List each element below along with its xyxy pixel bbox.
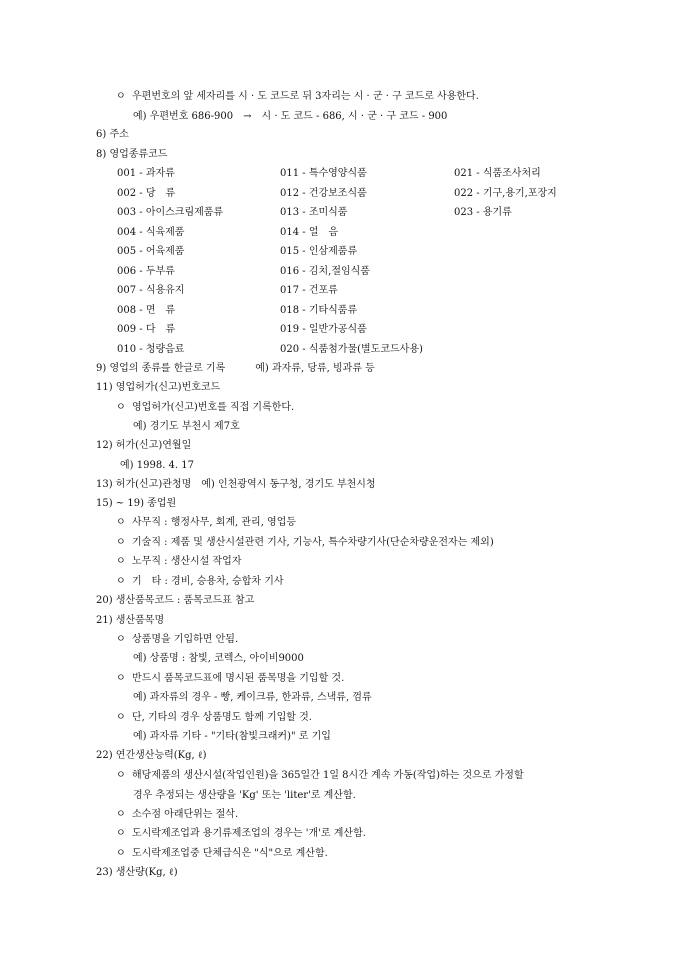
bullet-icon: ㅇ	[116, 828, 126, 839]
section-11-example: 예) 경기도 부천시 제7호	[133, 421, 240, 432]
business-code-item: 015 - 인삼제품류	[280, 246, 358, 257]
bullet-icon: ㅇ	[116, 556, 126, 567]
bullet-icon: ㅇ	[116, 517, 126, 528]
zip-code-example: 예) 우편번호 686-900 → 시 · 도 코드 - 686, 시 · 군 · 구 코드 - 900	[133, 111, 448, 122]
section-22-bullet-3-text: 도시락제조업과 용기류제조업의 경우는 '개'로 계산함.	[132, 828, 366, 839]
zip-code-rule: 우편번호의 앞 세자리를 시 · 도 코드로 뒤 3자리는 시 · 군 · 구 코드로 사용한다.	[132, 91, 479, 102]
section-22-bullet-2-text: 소수점 아래단위는 절삭.	[132, 809, 239, 820]
employee-item-text: 노무직 : 생산시설 작업자	[132, 556, 242, 567]
employee-item	[116, 516, 296, 529]
business-code-item: 010 - 청량음료	[117, 343, 185, 355]
section-21-example-2: 예) 과자류의 경우 - 빵, 케이크류, 한과류, 스낵류, 껌류	[133, 692, 372, 703]
bullet-icon: ㅇ	[116, 91, 126, 102]
section-22-bullet-4-text: 도시락제조업중 단체급식은 "식"으로 계산함.	[132, 848, 328, 859]
section-22-bullet-1	[116, 769, 524, 782]
employee-item	[116, 536, 494, 549]
employee-item	[116, 555, 242, 568]
business-code-item: 003 - 아이스크림제품류	[117, 207, 224, 218]
business-code-item: 011 - 특수영양식품	[280, 168, 367, 179]
bullet-icon: ㅇ	[116, 848, 126, 859]
bullet-icon: ㅇ	[116, 402, 126, 413]
employee-item-text: 기 타 : 경비, 승용차, 승합차 기사	[132, 575, 284, 587]
employee-item	[116, 575, 284, 588]
section-21-bullet-2	[116, 672, 344, 685]
section-20-text: 20) 생산품목코드 : 품목코드표 참고	[96, 595, 255, 606]
business-code-item: 005 - 어육제품	[117, 246, 185, 257]
section-22-heading: 22) 연간생산능력(Kg, ℓ)	[96, 750, 207, 761]
section-22-bullet-1-continued: 경우 추정되는 생산량을 'Kg' 또는 'liter'로 계산함.	[133, 790, 356, 801]
business-code-item: 002 - 당 류	[117, 187, 176, 199]
business-code-item: 019 - 일반가공식품	[280, 324, 367, 335]
section-22-bullet-4	[116, 847, 328, 860]
section-12-example: 예) 1998. 4. 17	[120, 460, 194, 471]
section-21-bullet-3-text: 단, 기타의 경우 상품명도 함께 기입할 것.	[132, 712, 312, 723]
section-6-heading: 6) 주소	[96, 129, 129, 140]
section-21-bullet-1-text: 상품명을 기입하면 안됨.	[132, 634, 239, 645]
section-13-text: 13) 허가(신고)관청명 예) 인천광역시 동구청, 경기도 부천시청	[96, 479, 376, 490]
business-code-item: 016 - 김치,절임식품	[280, 265, 370, 277]
section-9-text: 9) 영업의 종류를 한글로 기록 예) 과자류, 당류, 빙과류 등	[96, 363, 375, 374]
bullet-zip-code	[116, 90, 479, 103]
business-code-item: 020 - 식품첨가물(별도코드사용)	[280, 343, 423, 355]
bullet-icon: ㅇ	[116, 673, 126, 684]
section-8-heading: 8) 영업종류코드	[96, 149, 168, 160]
bullet-icon: ㅇ	[116, 634, 126, 645]
business-code-item: 004 - 식육제품	[117, 226, 185, 238]
business-code-item: 006 - 두부류	[117, 265, 175, 277]
business-code-item: 007 - 식용유지	[117, 285, 185, 296]
business-code-item: 009 - 다 류	[117, 324, 176, 335]
section-21-bullet-3	[116, 711, 312, 724]
business-code-item: 023 - 용기류	[454, 207, 512, 218]
section-15-heading: 15) ~ 19) 종업원	[96, 498, 177, 509]
bullet-icon: ㅇ	[116, 809, 126, 820]
section-22-bullet-2	[116, 808, 238, 821]
section-21-bullet-2-text: 반드시 품목코드표에 명시된 품목명을 기입할 것.	[132, 673, 345, 684]
business-code-item: 017 - 건포류	[280, 285, 338, 296]
section-21-example-3: 예) 과자류 기타 - "기타(참빛크래커)" 로 기입	[133, 731, 331, 742]
section-11-bullet	[116, 401, 294, 414]
section-23-heading: 23) 생산량(Kg, ℓ)	[96, 867, 178, 878]
business-code-item: 014 - 얼 음	[280, 226, 339, 238]
section-12-heading: 12) 허가(신고)연월일	[96, 440, 192, 451]
business-code-item: 018 - 기타식품류	[280, 304, 358, 316]
business-code-item: 012 - 건강보조식품	[280, 187, 367, 199]
business-code-item: 021 - 식품조사처리	[454, 168, 541, 179]
bullet-icon: ㅇ	[116, 536, 126, 548]
business-code-item: 001 - 과자류	[117, 168, 175, 179]
bullet-icon: ㅇ	[116, 770, 126, 781]
section-21-bullet-1	[116, 633, 238, 646]
bullet-icon: ㅇ	[116, 575, 126, 587]
business-code-item: 022 - 기구,용기,포장지	[454, 187, 557, 199]
employee-item-text: 사무직 : 행정사무, 회계, 관리, 영업등	[132, 517, 297, 528]
section-21-heading: 21) 생산품목명	[96, 615, 165, 626]
employee-item-text: 기술직 : 제품 및 생산시설관련 기사, 기능사, 특수차량기사(단순차량운전자는 제외)	[132, 536, 494, 548]
section-22-bullet-1-text: 해당제품의 생산시설(작업인원)을 365일간 1일 8시간 계속 가동(작업)하는 것으로 가정할	[132, 770, 524, 781]
section-22-bullet-3	[116, 827, 366, 840]
section-11-bullet-text: 영업허가(신고)번호를 직접 기록한다.	[132, 402, 295, 413]
section-21-example-1: 예) 상품명 : 참빛, 코렉스, 아이비9000	[133, 653, 304, 664]
business-code-item: 013 - 조미식품	[280, 207, 348, 218]
business-code-item: 008 - 면 류	[117, 304, 176, 316]
section-11-heading: 11) 영업허가(신고)번호코드	[96, 382, 221, 393]
bullet-icon: ㅇ	[116, 712, 126, 723]
